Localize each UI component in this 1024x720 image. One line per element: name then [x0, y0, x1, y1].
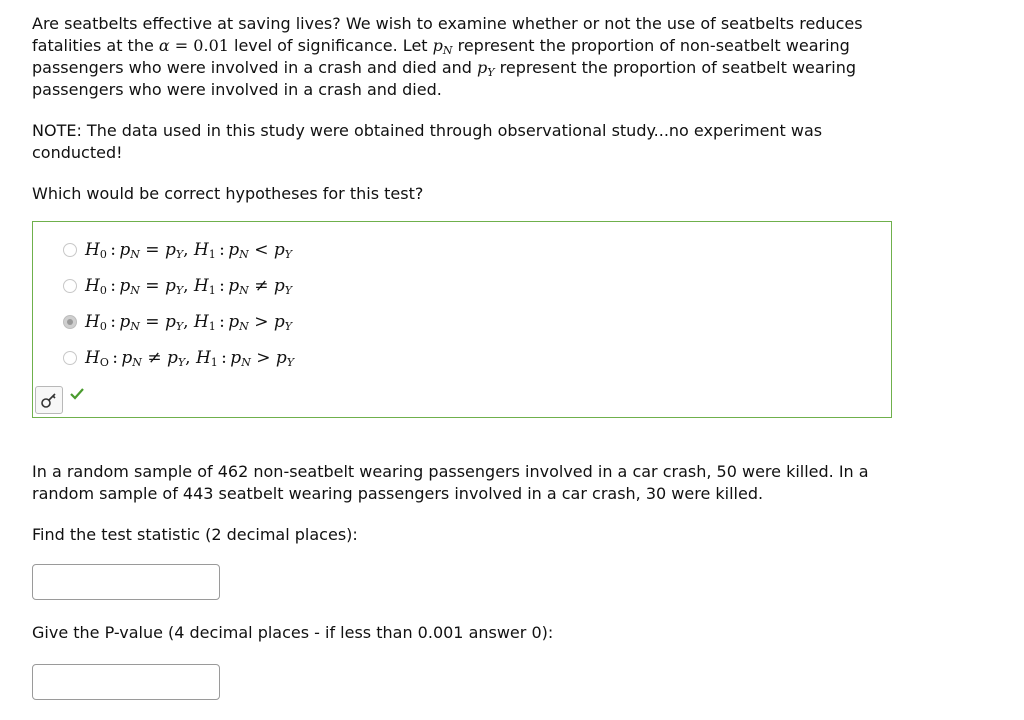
hypothesis-option-label: $H_0$ : $p_N = p_Y$, $H_1$ : $p_N < p_Y$: [85, 240, 292, 261]
hypotheses-answer-box: [32, 221, 892, 418]
alpha-symbol: α: [158, 36, 170, 55]
alpha-value: 0.01: [193, 36, 229, 55]
hypothesis-option-label: $H_0$ : $p_N = p_Y$, $H_1$ : $p_N \ne p_Y$: [85, 276, 292, 297]
intro-paragraph: [32, 13, 892, 101]
radio-button[interactable]: [63, 315, 77, 329]
correct-check-icon: [69, 386, 85, 405]
test-statistic-label: Find the test statistic (2 decimal places):: [32, 525, 358, 544]
hypotheses-options: [63, 232, 294, 376]
radio-button[interactable]: [63, 351, 77, 365]
subscript-y: Y: [487, 66, 495, 79]
pvalue-input[interactable]: [32, 664, 220, 700]
equals-sign: =: [169, 36, 194, 55]
hypotheses-question: Which would be correct hypotheses for this test?: [32, 184, 424, 203]
sample-description: In a random sample of 462 non-seatbelt wearing passengers involved in a car crash, 50 were killed. In a random sample of 443 seatbelt wearing passengers involved in a car crash, 30 were killed.: [32, 462, 869, 503]
hypothesis-option-label: $H_0$ : $p_N = p_Y$, $H_1$ : $p_N > p_Y$: [85, 312, 292, 333]
hypothesis-option-label: $H_O$ : $p_N \ne p_Y$, $H_1$ : $p_N > p_Y$: [85, 348, 295, 369]
intro-text: passengers who were involved in a crash and died and: [32, 58, 478, 77]
intro-text: fatalities at the: [32, 36, 159, 55]
intro-text: level of significance. Let: [228, 36, 433, 55]
radio-button[interactable]: [63, 279, 77, 293]
hypothesis-option-2[interactable]: [63, 268, 294, 304]
intro-text: represent the proportion of seatbelt wearing: [494, 58, 856, 77]
p-symbol: p: [477, 58, 488, 77]
hypothesis-option-3[interactable]: [63, 304, 294, 340]
subscript-n: N: [442, 44, 453, 57]
hypothesis-option-1[interactable]: [63, 232, 294, 268]
test-statistic-input[interactable]: [32, 564, 220, 600]
intro-text: represent the proportion of non-seatbelt wearing: [452, 36, 850, 55]
intro-line-4: passengers who were involved in a crash and died.: [32, 80, 442, 99]
note-text: NOTE: The data used in this study were obtained through observational study...no experiment was conducted!: [32, 121, 823, 162]
key-icon[interactable]: [35, 386, 63, 414]
hypothesis-option-4[interactable]: [63, 340, 294, 376]
p-symbol: p: [432, 36, 443, 55]
intro-line-1: Are seatbelts effective at saving lives? We wish to examine whether or not the use of seatbelts reduces: [32, 14, 863, 33]
key-icon-glyph: [40, 391, 58, 409]
question-content: [32, 13, 912, 205]
pvalue-label: Give the P-value (4 decimal places - if less than 0.001 answer 0):: [32, 623, 554, 642]
radio-button[interactable]: [63, 243, 77, 257]
part2-content: [32, 461, 912, 546]
